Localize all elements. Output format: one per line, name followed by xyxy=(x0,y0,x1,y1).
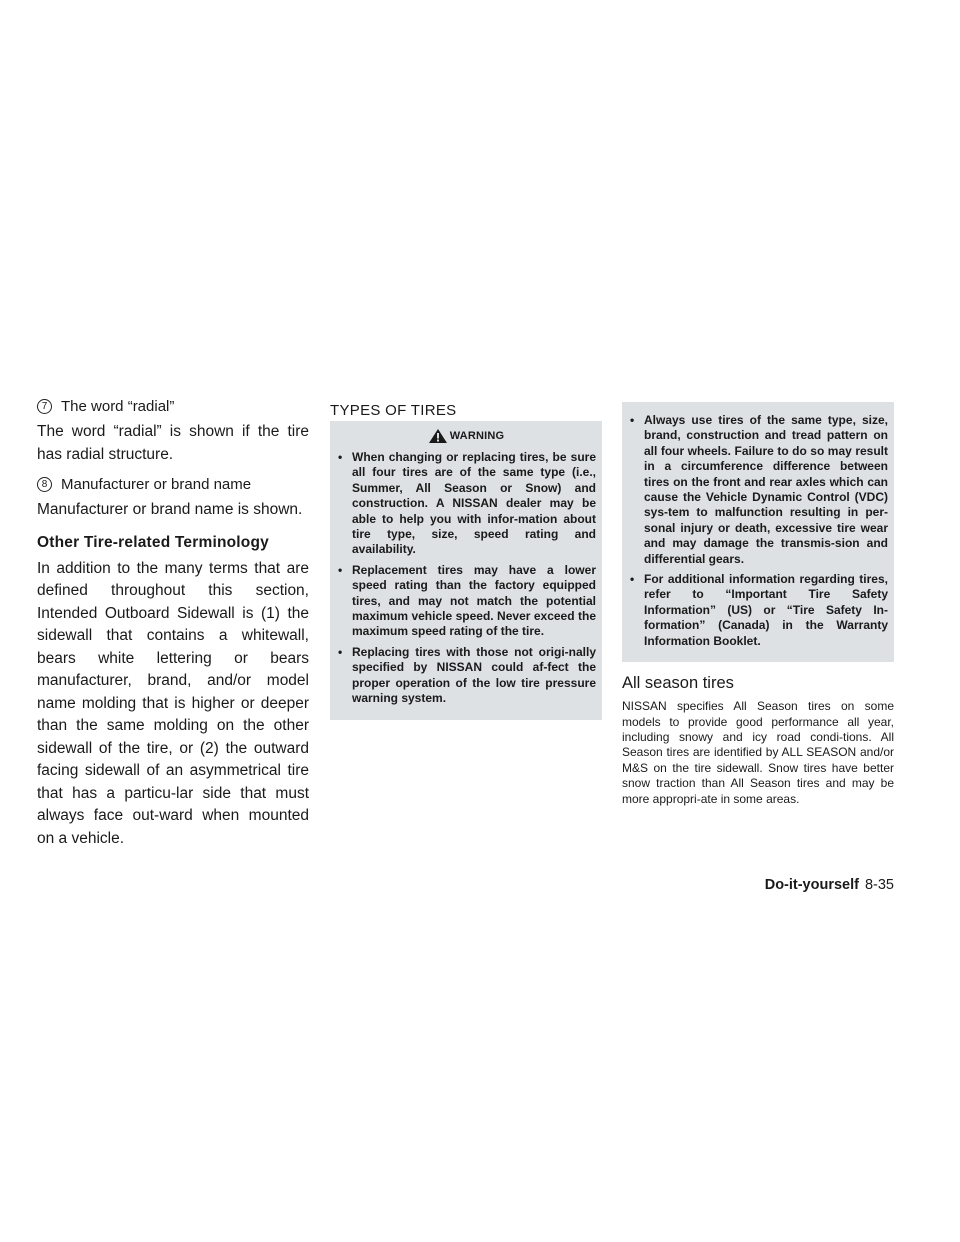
warning-header xyxy=(336,427,596,445)
bullet: • xyxy=(338,562,343,577)
warning-item xyxy=(336,645,596,707)
warning-label: WARNING xyxy=(449,430,505,442)
warning-triangle-icon xyxy=(428,428,448,444)
column-right xyxy=(622,402,894,807)
footer-section-title: Do-it-yourself xyxy=(764,877,859,893)
callout-number-7: 7 xyxy=(37,399,52,414)
callout-8-heading xyxy=(37,476,309,493)
warning-item xyxy=(628,413,888,567)
other-terminology-heading: Other Tire-related Terminology xyxy=(37,533,269,551)
other-terminology-body: In addition to the many terms that are defined throughout this section, Intended Outboard Sidewall is (1) the sidewall that contains a whitewall, bears white lettering or bears manufacturer, brand, and/or model name molding that is higher or deeper than the same molding on the other sidewall of the tire, or (2) the outward facing sidewall of an asymmetrical tire that has a particu-lar side that must always face out-ward when mounted on a vehicle. xyxy=(37,559,309,847)
bullet: • xyxy=(630,572,635,587)
warning-text: Replacement tires may have a lower speed rating than the factory equipped tires, and may not match the potential maximum vehicle speed. Never exceed the maximum speed rating of the tire. xyxy=(352,562,596,639)
warning-item xyxy=(336,450,596,558)
warning-text: For additional information regarding tires, refer to “Important Tire Safety Information” (US) or “Tire Safety In-formation” (Canada) in the Warranty Information Booklet. xyxy=(644,572,888,648)
callout-7-title: The word “radial” xyxy=(61,398,175,415)
warning-text: When changing or replacing tires, be sure all four tires are of the same type (i.e., Summer, All Season or Snow) and construction. A NISSAN dealer may be able to help you with infor-mation about tire type, size, speed rating and availability. xyxy=(352,450,596,557)
warning-item xyxy=(336,563,596,640)
page-footer xyxy=(765,877,894,893)
page-number: 8-35 xyxy=(864,877,894,893)
callout-7-body: The word “radial” is shown if the tire has radial structure. xyxy=(37,423,309,463)
bullet: • xyxy=(338,450,343,464)
warning-box xyxy=(330,421,602,720)
section-title: TYPES OF TIRES xyxy=(330,402,457,419)
warning-box-continued xyxy=(622,402,894,662)
column-middle xyxy=(330,402,602,720)
warning-text: Always use tires of the same type, size, brand, construction and tread pattern on all four wheels. Failure to do so may result in a circumference difference between tires on the front and rear axles which can cause the Vehicle Dynamic Control (VDC) sys-tem to malfunction resulting in per-sonal injury or death, excessive tire wear and may damage the transmis-sion and differential gears. xyxy=(644,413,888,566)
all-season-body: NISSAN specifies All Season tires on some models to provide good performance all year, including snowy and icy road condi-tions. All Season tires are identified by ALL SEASON and/or M&S on the tire sidewall. Snow tires have better snow traction than All Season tires and may be more appropri-ate in some areas. xyxy=(622,699,894,806)
callout-8-body: Manufacturer or brand name is shown. xyxy=(37,501,303,518)
callout-7-heading xyxy=(37,398,309,415)
bullet: • xyxy=(630,413,635,427)
all-season-heading: All season tires xyxy=(622,674,734,693)
warning-text: Replacing tires with those not origi-nally specified by NISSAN could af-fect the proper operation of the low tire pressure warning system. xyxy=(352,644,596,706)
callout-number-8: 8 xyxy=(37,477,52,492)
column-left xyxy=(37,398,309,860)
bullet: • xyxy=(338,644,343,659)
callout-8-title: Manufacturer or brand name xyxy=(61,476,252,493)
warning-item xyxy=(628,572,888,649)
